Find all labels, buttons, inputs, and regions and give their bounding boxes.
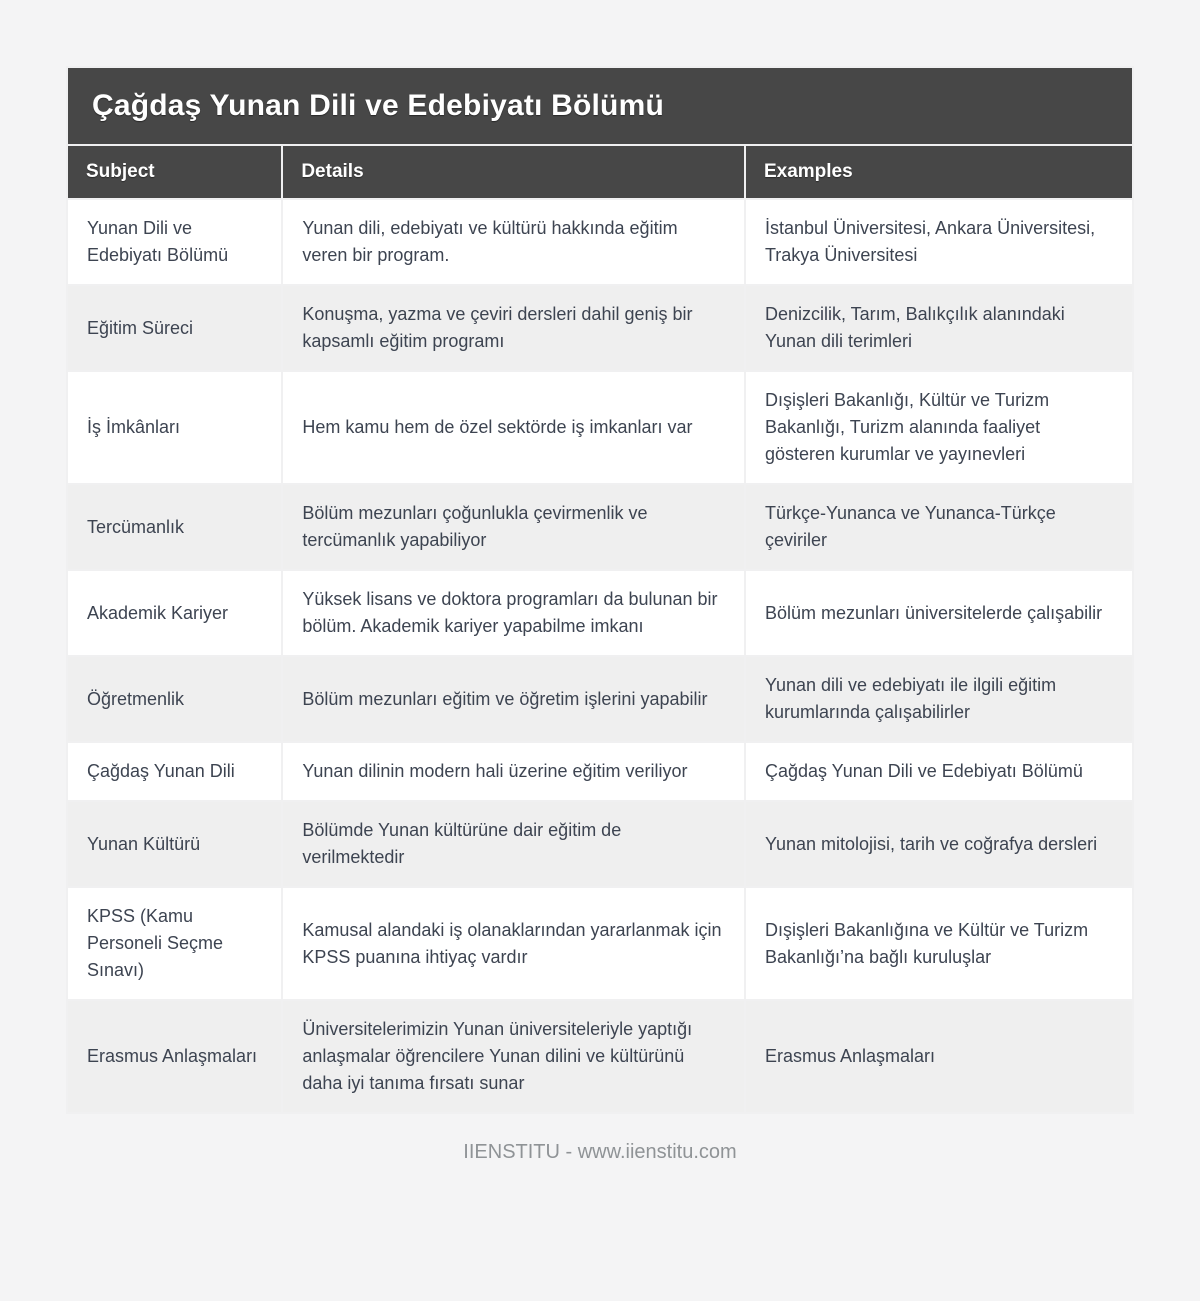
table-row (67, 1000, 1133, 1113)
cell-details: Yunan dilinin modern hali üzerine eğitim veriliyor (282, 742, 745, 801)
table-row (67, 199, 1133, 285)
title-row (67, 67, 1133, 145)
cell-examples: Bölüm mezunları üniversitelerde çalışabilir (745, 570, 1133, 656)
table-row (67, 484, 1133, 570)
table-row (67, 656, 1133, 742)
table-row (67, 570, 1133, 656)
info-table (66, 66, 1134, 1114)
page (66, 0, 1134, 1164)
cell-examples: Dışişleri Bakanlığına ve Kültür ve Turizm Bakanlığı’na bağlı kuruluşlar (745, 887, 1133, 1000)
table-body (67, 199, 1133, 1113)
cell-subject: Erasmus Anlaşmaları (67, 1000, 282, 1113)
cell-details: Bölüm mezunları eğitim ve öğretim işlerini yapabilir (282, 656, 745, 742)
column-header-details: Details (282, 145, 745, 199)
page-title: Çağdaş Yunan Dili ve Edebiyatı Bölümü (67, 67, 1133, 145)
cell-details: Bölümde Yunan kültürüne dair eğitim de verilmektedir (282, 801, 745, 887)
cell-subject: Çağdaş Yunan Dili (67, 742, 282, 801)
cell-details: Kamusal alandaki iş olanaklarından yararlanmak için KPSS puanına ihtiyaç vardır (282, 887, 745, 1000)
cell-examples: Türkçe-Yunanca ve Yunanca-Türkçe çeviriler (745, 484, 1133, 570)
cell-subject: Tercümanlık (67, 484, 282, 570)
cell-subject: Eğitim Süreci (67, 285, 282, 371)
column-header-examples: Examples (745, 145, 1133, 199)
cell-subject: Yunan Kültürü (67, 801, 282, 887)
cell-subject: Yunan Dili ve Edebiyatı Bölümü (67, 199, 282, 285)
cell-examples: Erasmus Anlaşmaları (745, 1000, 1133, 1113)
cell-details: Hem kamu hem de özel sektörde iş imkanları var (282, 371, 745, 484)
cell-details: Yüksek lisans ve doktora programları da bulunan bir bölüm. Akademik kariyer yapabilme imkanı (282, 570, 745, 656)
table-row (67, 371, 1133, 484)
cell-details: Yunan dili, edebiyatı ve kültürü hakkında eğitim veren bir program. (282, 199, 745, 285)
cell-examples: Yunan mitolojisi, tarih ve coğrafya dersleri (745, 801, 1133, 887)
cell-subject: KPSS (Kamu Personeli Seçme Sınavı) (67, 887, 282, 1000)
cell-details: Bölüm mezunları çoğunlukla çevirmenlik ve tercümanlık yapabiliyor (282, 484, 745, 570)
cell-subject: Akademik Kariyer (67, 570, 282, 656)
cell-examples: Dışişleri Bakanlığı, Kültür ve Turizm Bakanlığı, Turizm alanında faaliyet gösteren kurumlar ve yayınevleri (745, 371, 1133, 484)
column-header-row (67, 145, 1133, 199)
cell-examples: Çağdaş Yunan Dili ve Edebiyatı Bölümü (745, 742, 1133, 801)
cell-details: Konuşma, yazma ve çeviri dersleri dahil geniş bir kapsamlı eğitim programı (282, 285, 745, 371)
table-row (67, 801, 1133, 887)
table-row (67, 887, 1133, 1000)
column-header-subject: Subject (67, 145, 282, 199)
cell-details: Üniversitelerimizin Yunan üniversiteleriyle yaptığı anlaşmalar öğrencilere Yunan dilini ve kültürünü daha iyi tanıma fırsatı sunar (282, 1000, 745, 1113)
table-row (67, 285, 1133, 371)
cell-examples: Denizcilik, Tarım, Balıkçılık alanındaki Yunan dili terimleri (745, 285, 1133, 371)
cell-examples: İstanbul Üniversitesi, Ankara Üniversitesi, Trakya Üniversitesi (745, 199, 1133, 285)
footer-credit: IIENSTITU - www.iienstitu.com (463, 1141, 737, 1163)
table-row (67, 742, 1133, 801)
cell-subject: Öğretmenlik (67, 656, 282, 742)
cell-subject: İş İmkânları (67, 371, 282, 484)
cell-examples: Yunan dili ve edebiyatı ile ilgili eğitim kurumlarında çalışabilirler (745, 656, 1133, 742)
